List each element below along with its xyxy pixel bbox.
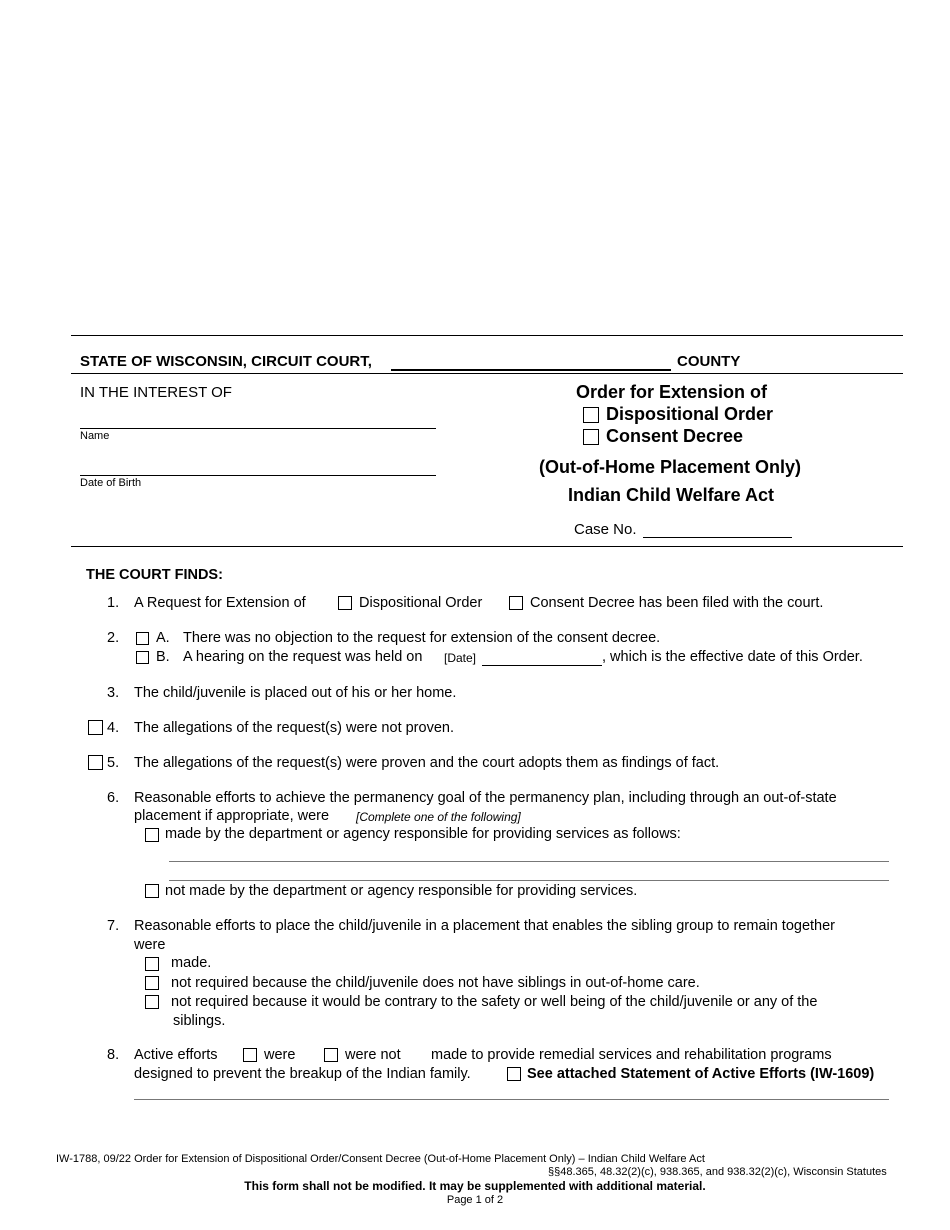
item2b-date-hint: [Date]	[444, 651, 477, 665]
item7-number: 7.	[107, 918, 120, 934]
item2b-text-post: , which is the effective date of this Order.	[602, 649, 863, 665]
in-the-interest-of-label: IN THE INTEREST OF	[80, 384, 232, 401]
item8-were-not-checkbox[interactable]	[324, 1048, 338, 1062]
item6-made-label: made by the department or agency responsible for providing services as follows:	[165, 826, 681, 842]
item6-text-line2: placement if appropriate, were	[134, 808, 330, 824]
top-rule	[71, 335, 903, 336]
case-no-label: Case No.	[574, 521, 637, 538]
item1-number: 1.	[107, 595, 120, 611]
item6-not-made-checkbox[interactable]	[145, 884, 159, 898]
item8-attached-checkbox[interactable]	[507, 1067, 521, 1081]
name-field[interactable]	[80, 428, 436, 429]
footer-page: Page 1 of 2	[446, 1194, 504, 1206]
item3-number: 3.	[107, 685, 120, 701]
item7-made-checkbox[interactable]	[145, 957, 159, 971]
footer-notice: This form shall not be modified. It may be supplemented with additional material.	[244, 1179, 706, 1193]
item8-text-line2: designed to prevent the breakup of the Indian family.	[134, 1066, 471, 1082]
item7-contrary-checkbox[interactable]	[145, 995, 159, 1009]
county-field[interactable]	[391, 369, 671, 371]
item2a-checkbox[interactable]	[136, 632, 149, 645]
item6-not-made-label: not made by the department or agency responsible for providing services.	[165, 883, 638, 899]
item2b-text: A hearing on the request was held on	[183, 649, 423, 665]
item8-were-checkbox[interactable]	[243, 1048, 257, 1062]
name-label: Name	[80, 430, 110, 442]
item4-number: 4.	[107, 720, 120, 736]
icwa-title: Indian Child Welfare Act	[568, 485, 775, 505]
header-rule	[71, 373, 903, 374]
item6-made-checkbox[interactable]	[145, 828, 159, 842]
item1-text: A Request for Extension of	[134, 595, 306, 611]
item8-number: 8.	[107, 1047, 120, 1063]
item8-text-b: made to provide remedial services and rehabilitation programs	[431, 1047, 832, 1063]
item2b-label: B.	[156, 649, 170, 665]
item2-number: 2.	[107, 630, 120, 646]
item6-services-line-1[interactable]	[169, 861, 889, 862]
court-heading: STATE OF WISCONSIN, CIRCUIT COURT,	[80, 353, 372, 370]
findings-heading: THE COURT FINDS:	[86, 567, 223, 583]
case-no-field[interactable]	[643, 537, 792, 538]
item7-no-siblings-label: not required because the child/juvenile does not have siblings in out-of-home care.	[171, 975, 700, 991]
header-bottom-rule	[71, 546, 903, 547]
item3-text: The child/juvenile is placed out of his or her home.	[134, 685, 457, 701]
item4-text: The allegations of the request(s) were not proven.	[134, 720, 454, 736]
item7-contrary-label-line1: not required because it would be contrary to the safety or well being of the child/juvenile or any of the	[171, 994, 818, 1010]
item8-attached-label: See attached Statement of Active Efforts (IW-1609)	[527, 1066, 875, 1082]
footer-statutes: §§48.365, 48.32(2)(c), 938.365, and 938.32(2)(c), Wisconsin Statutes	[548, 1166, 887, 1178]
dispositional-order-label: Dispositional Order	[606, 404, 774, 424]
item1-consent-label: Consent Decree has been filed with the court.	[530, 595, 824, 611]
item8-were-label: were	[264, 1047, 296, 1063]
item1-dispositional-checkbox[interactable]	[338, 596, 352, 610]
item2a-label: A.	[156, 630, 170, 646]
item5-checkbox[interactable]	[88, 755, 103, 770]
consent-decree-label: Consent Decree	[606, 426, 744, 446]
item7-no-siblings-checkbox[interactable]	[145, 976, 159, 990]
placement-subtitle: (Out-of-Home Placement Only)	[539, 457, 802, 477]
form-title: Order for Extension of	[576, 382, 768, 402]
item5-text: The allegations of the request(s) were proven and the court adopts them as findings of fact.	[134, 755, 720, 771]
dispositional-order-checkbox[interactable]	[583, 407, 599, 423]
item7-text-line2: were	[134, 937, 166, 953]
dob-label: Date of Birth	[80, 477, 142, 489]
item2a-text: There was no objection to the request for extension of the consent decree.	[183, 630, 661, 646]
item5-number: 5.	[107, 755, 120, 771]
item8-were-not-label: were not	[345, 1047, 401, 1063]
item6-number: 6.	[107, 790, 120, 806]
item7-text-line1: Reasonable efforts to place the child/juvenile in a placement that enables the sibling group to remain together	[134, 918, 836, 934]
item2b-checkbox[interactable]	[136, 651, 149, 664]
item6-text-line1: Reasonable efforts to achieve the permanency goal of the permanency plan, including through an out-of-state	[134, 790, 837, 806]
consent-decree-checkbox[interactable]	[583, 429, 599, 445]
item1-dispositional-label: Dispositional Order	[359, 595, 483, 611]
item4-checkbox[interactable]	[88, 720, 103, 735]
footer-form-id: IW-1788, 09/22 Order for Extension of Dispositional Order/Consent Decree (Out-of-Home Placement Only) – Indian Child Welfare Act	[56, 1153, 705, 1165]
item6-hint: [Complete one of the following]	[356, 810, 521, 824]
item7-contrary-label-line2: siblings.	[173, 1013, 226, 1029]
item2b-date-field[interactable]	[482, 665, 602, 666]
item1-consent-checkbox[interactable]	[509, 596, 523, 610]
county-label: COUNTY	[677, 353, 741, 370]
dob-field[interactable]	[80, 475, 436, 476]
item6-services-line-2[interactable]	[169, 880, 889, 881]
item8-text: Active efforts	[134, 1047, 218, 1063]
item8-rule	[134, 1099, 889, 1100]
item7-made-label: made.	[171, 955, 212, 971]
